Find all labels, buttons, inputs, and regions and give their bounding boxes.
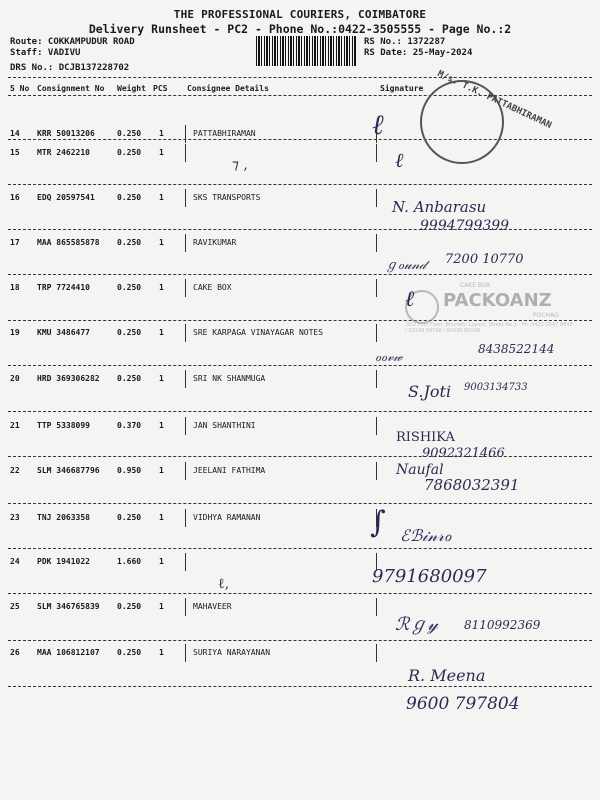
cakebox-stamp-sub: POCHAG: [533, 312, 559, 319]
signature-phone-19: 8438522144: [478, 342, 555, 356]
row-divider-signature: [376, 462, 377, 480]
table-row: [0, 148, 600, 168]
row-separator: [8, 640, 592, 641]
signature-scribble-17: ℊℴ𝓊𝓃𝒹: [385, 258, 426, 273]
barcode: [256, 36, 356, 66]
signature-name-20: S.Joti: [408, 382, 452, 401]
row-sno: 20: [10, 374, 20, 383]
table-row: [0, 421, 600, 441]
row-pcs: 1: [159, 513, 164, 522]
row-separator: [8, 184, 592, 185]
row-divider-consignee: [185, 462, 186, 480]
row-divider-consignee: [185, 324, 186, 342]
row-consignee: MAHAVEER: [193, 602, 232, 611]
row-divider-consignee: [185, 370, 186, 388]
col-header-signature: Signature: [380, 84, 424, 93]
row-separator: [8, 411, 592, 412]
company-title: THE PROFESSIONAL COURIERS, COIMBATORE: [173, 8, 427, 21]
row-pcs: 1: [159, 557, 164, 566]
row-divider-consignee: [185, 125, 186, 143]
row-sno: 25: [10, 602, 20, 611]
row-sno: 21: [10, 421, 20, 430]
row-consignment-no: TNJ 2063358: [37, 513, 90, 522]
row-pcs: 1: [159, 238, 164, 247]
row-consignee: JEELANI FATHIMA: [193, 466, 266, 475]
signature-phone-21: 9092321466: [422, 446, 505, 461]
table-row: [0, 648, 600, 668]
signature-scribble-14: ℓ: [372, 108, 384, 141]
row-pcs: 1: [159, 648, 164, 657]
row-weight: 0.250: [117, 283, 142, 292]
row-sno: 18: [10, 283, 20, 292]
row-consignee: SKS TRANSPORTS: [193, 193, 261, 202]
row-separator: [8, 139, 592, 140]
col-header-pcs: PCS: [153, 84, 168, 93]
signature-phone-17: 7200 10770: [445, 252, 524, 267]
row-divider-consignee: [185, 189, 186, 207]
row-sno: 16: [10, 193, 20, 202]
row-consignment-no: TTP 5338099: [37, 421, 90, 430]
row-sno: 15: [10, 148, 20, 157]
row-separator: [8, 365, 592, 366]
row-consignment-no: KMU 3486477: [37, 328, 90, 337]
row-separator: [8, 274, 592, 275]
row-consignee: CAKE BOX: [193, 283, 232, 292]
rs-number: RS No.: 1372287: [364, 37, 446, 47]
col-header-weight: Weight: [117, 84, 146, 93]
row-consignee: SRI NK SHANMUGA: [193, 374, 266, 383]
row-sno: 22: [10, 466, 20, 475]
signature-scribble-23: ∫: [370, 505, 386, 540]
row-pcs: 1: [159, 193, 164, 202]
mark-row-24: ℓ,: [218, 576, 230, 592]
row-weight: 0.250: [117, 328, 142, 337]
row-separator: [8, 548, 592, 549]
row-divider-consignee: [185, 553, 186, 571]
row-consignment-no: MAA 106812107: [37, 648, 100, 657]
row-consignee: VIDHYA RAMANAN: [193, 513, 261, 522]
cakebox-stamp: [405, 282, 575, 332]
row-consignment-no: MAA 865585878: [37, 238, 100, 247]
row-weight: 0.250: [117, 148, 142, 157]
signature-name-26: R. Meena: [408, 666, 486, 685]
row-pcs: 1: [159, 466, 164, 475]
row-divider-signature: [376, 598, 377, 616]
row-divider-signature: [376, 189, 377, 207]
row-weight: 0.250: [117, 602, 142, 611]
row-weight: 0.250: [117, 193, 142, 202]
row-sno: 17: [10, 238, 20, 247]
drs-number: DRS No.: DCJB137228702: [10, 63, 130, 73]
runsheet-title: Delivery Runsheet - PC2 - Phone No.:0422-3505555 - Page No.:2: [88, 22, 512, 36]
row-consignment-no: TRP 7724410: [37, 283, 90, 292]
row-divider-signature: [376, 644, 377, 662]
pattabhiraman-stamp-text: M/s. T.K. PATTABHIRAMAN: [435, 69, 553, 131]
row-consignment-no: PDK 1941022: [37, 557, 90, 566]
row-sno: 24: [10, 557, 20, 566]
cakebox-stamp-line: 28/2 First Floor, Bharathi Layout, Street No.1 · Ph: 0422-2547 8848 / 93149 89768 / 93436 86168: [405, 322, 573, 334]
row-separator: [8, 503, 592, 504]
row-divider-consignee: [185, 644, 186, 662]
row-divider-signature: [376, 324, 377, 342]
row-sno: 23: [10, 513, 20, 522]
row-consignment-no: MTR 2462210: [37, 148, 90, 157]
signature-phone-26: 9600 797804: [406, 694, 520, 714]
row-divider-signature: [376, 417, 377, 435]
row-pcs: 1: [159, 421, 164, 430]
signature-scribble-25: ℛℊ𝓎: [395, 614, 438, 635]
signature-phone-16: 9994799399: [420, 218, 510, 234]
row-divider-consignee: [185, 234, 186, 252]
row-weight: 1.660: [117, 557, 142, 566]
row-pcs: 1: [159, 148, 164, 157]
row-consignment-no: SLM 346765839: [37, 602, 100, 611]
row-pcs: 1: [159, 374, 164, 383]
row-consignee: PATTABHIRAMAN: [193, 129, 256, 138]
row-pcs: 1: [159, 602, 164, 611]
row-divider-signature: [376, 144, 377, 162]
mark-row-15: ⁊ ,: [232, 157, 248, 173]
row-divider-signature: [376, 279, 377, 297]
row-consignment-no: EDQ 20597541: [37, 193, 95, 202]
row-pcs: 1: [159, 283, 164, 292]
row-pcs: 1: [159, 129, 164, 138]
col-header-sno: S No: [10, 84, 30, 93]
cakebox-stamp-top: CAKE BOX: [460, 282, 491, 289]
row-separator: [8, 686, 592, 687]
row-divider-signature: [376, 370, 377, 388]
signature-name-16: N. Anbarasu: [392, 198, 487, 216]
row-divider-signature: [376, 234, 377, 252]
row-weight: 0.250: [117, 238, 142, 247]
signature-scribble-23b: ℰℬ𝒾𝓃𝓇ℴ: [400, 526, 452, 545]
signature-name-21: RISHIKA: [396, 430, 455, 445]
route: Route: COKKAMPUDUR ROAD: [10, 37, 135, 47]
row-consignee: SURIYA NARAYANAN: [193, 648, 271, 657]
row-divider-consignee: [185, 509, 186, 527]
row-weight: 0.250: [117, 374, 142, 383]
header-divider-top: [8, 77, 592, 78]
row-divider-consignee: [185, 279, 186, 297]
row-weight: 0.370: [117, 421, 142, 430]
row-consignee: RAVIKUMAR: [193, 238, 237, 247]
col-header-consignment: Consignment No: [37, 84, 105, 93]
rs-date: RS Date: 25-May-2024: [364, 48, 473, 58]
row-sno: 26: [10, 648, 20, 657]
row-consignee: SRE KARPAGA VINAYAGAR NOTES: [193, 328, 324, 337]
row-consignment-no: SLM 346687796: [37, 466, 100, 475]
signature-scribble-19: ℴℴ𝓋𝓌: [375, 350, 403, 365]
table-row: [0, 557, 600, 577]
signature-scribble-18: ℓ: [405, 287, 415, 312]
row-weight: 0.250: [117, 513, 142, 522]
header-divider-bottom: [8, 95, 592, 96]
signature-name-22: Naufal: [396, 462, 444, 478]
row-weight: 0.250: [117, 129, 142, 138]
row-sno: 19: [10, 328, 20, 337]
signature-phone-20: 9003134733: [464, 382, 528, 393]
row-weight: 0.950: [117, 466, 142, 475]
col-header-consignee: Consignee Details: [187, 84, 269, 93]
row-consignment-no: HRD 369306282: [37, 374, 100, 383]
signature-phone-25: 8110992369: [464, 618, 541, 632]
signature-phone-24: 9791680097: [372, 566, 487, 587]
row-divider-consignee: [185, 144, 186, 162]
table-row: [0, 193, 600, 213]
row-consignment-no: KRR 50013206: [37, 129, 95, 138]
row-pcs: 1: [159, 328, 164, 337]
cakebox-stamp-brand: PACKOANZ: [443, 290, 552, 311]
row-divider-consignee: [185, 417, 186, 435]
row-weight: 0.250: [117, 648, 142, 657]
signature-scribble-15: ℓ: [395, 148, 404, 172]
row-divider-consignee: [185, 598, 186, 616]
row-separator: [8, 593, 592, 594]
signature-phone-22: 7868032391: [424, 476, 520, 494]
row-sno: 14: [10, 129, 20, 138]
row-consignee: JAN SHANTHINI: [193, 421, 256, 430]
table-row: [0, 513, 600, 533]
staff: Staff: VADIVU: [10, 48, 81, 58]
